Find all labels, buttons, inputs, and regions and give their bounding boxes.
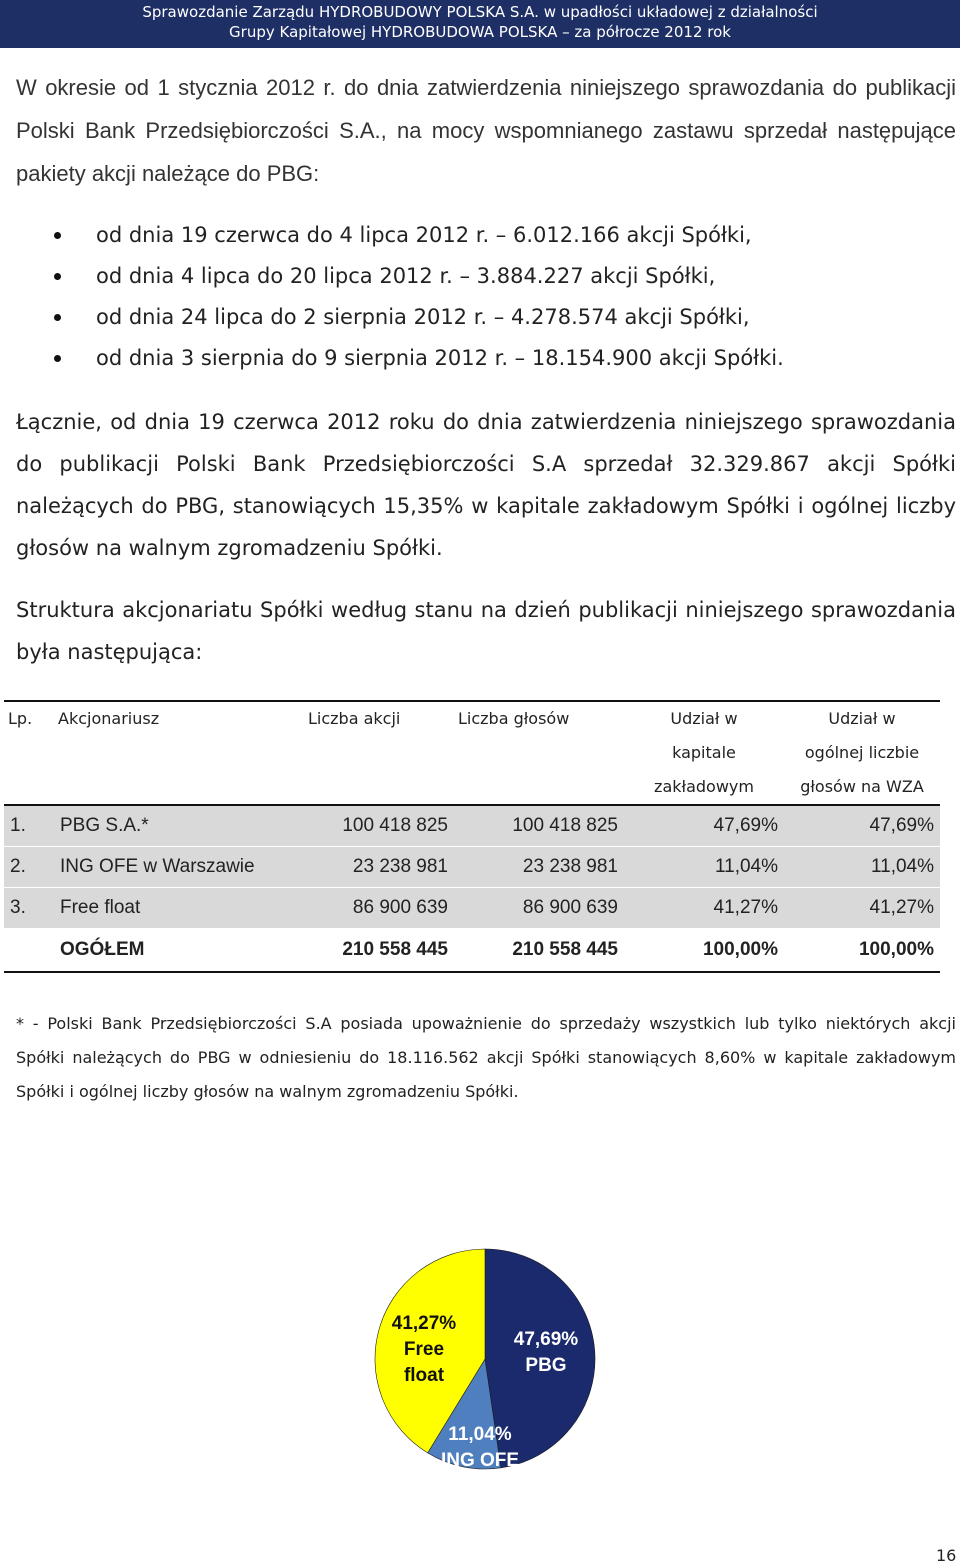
table-total-row: OGÓŁEM 210 558 445 210 558 445 100,00% 100,00% [4, 929, 940, 973]
shareholder-pie-chart [360, 1247, 610, 1472]
col-header-shares: Liczba akcji [304, 701, 454, 805]
header-line-1: Sprawozdanie Zarządu HYDROBUDOWY POLSKA S.A. w upadłości układowej z działalności [142, 3, 818, 21]
col-header-lp: Lp. [4, 701, 54, 805]
header-line-2: Grupy Kapitałowej HYDROBUDOWA POLSKA – za półrocze 2012 rok [229, 23, 731, 41]
list-item: od dnia 24 lipca do 2 sierpnia 2012 r. – 4.278.574 akcji Spółki, [48, 297, 948, 338]
list-item: od dnia 19 czerwca do 4 lipca 2012 r. – 6.012.166 akcji Spółki, [48, 215, 948, 256]
col-header-vote-share: Udział w ogólnej liczbie głosów na WZA [784, 701, 940, 805]
col-header-votes: Liczba głosów [454, 701, 624, 805]
table-row: 3. Free float 86 900 639 86 900 639 41,27% 41,27% [4, 888, 940, 929]
pie-label-free-float: 41,27% Free float [391, 1313, 457, 1386]
list-item: od dnia 4 lipca do 20 lipca 2012 r. – 3.884.227 akcji Spółki, [48, 256, 948, 297]
footnote: * - Polski Bank Przedsiębiorczości S.A posiada upoważnienie do sprzedaży wszystkich lub tylko niektórych akcji Spółki należących do PBG w odniesieniu do 18.116.562 akcji Spółki stanowiących 8,60% w kapitale zakładowym Spółki i ogólnej liczby głosów na walnym zgromadzeniu Spółki. [16, 1014, 956, 1101]
page-header [0, 0, 960, 48]
bullet-icon [54, 355, 61, 362]
intro-paragraph: W okresie od 1 stycznia 2012 r. do dnia zatwierdzenia niniejszego sprawozdania do publikacji Polski Bank Przedsiębiorczości S.A., na mocy wspomnianego zastawu sprzedał następujące pakiety akcji należące do PBG: [16, 75, 956, 186]
bullet-icon [54, 232, 61, 239]
pie-label-pbg: 47,69% PBG [513, 1329, 579, 1376]
pie-label-ing-ofe: 11,04% ING OFE [440, 1424, 520, 1471]
col-header-shareholder: Akcjonariusz [54, 701, 304, 805]
table-row: 1. PBG S.A.* 100 418 825 100 418 825 47,69% 47,69% [4, 805, 940, 847]
bullet-icon [54, 273, 61, 280]
structure-paragraph: Struktura akcjonariatu Spółki według stanu na dzień publikacji niniejszego sprawozdania była następująca: [16, 598, 956, 664]
col-header-capital-share: Udział w kapitale zakładowym [624, 701, 784, 805]
shareholder-table [4, 700, 940, 973]
share-sales-list [48, 215, 948, 379]
list-item: od dnia 3 sierpnia do 9 sierpnia 2012 r. – 18.154.900 akcji Spółki. [48, 338, 948, 379]
bullet-icon [54, 314, 61, 321]
summary-paragraph: Łącznie, od dnia 19 czerwca 2012 roku do dnia zatwierdzenia niniejszego sprawozdania do publikacji Polski Bank Przedsiębiorczości S.A sprzedał 32.329.867 akcji Spółki należących do PBG, stanowiących 15,35% w kapitale zakładowym Spółki i ogólnej liczby głosów na walnym zgromadzeniu Spółki. [16, 410, 956, 560]
table-row: 2. ING OFE w Warszawie 23 238 981 23 238 981 11,04% 11,04% [4, 847, 940, 888]
page-number: 16 [936, 1546, 957, 1565]
